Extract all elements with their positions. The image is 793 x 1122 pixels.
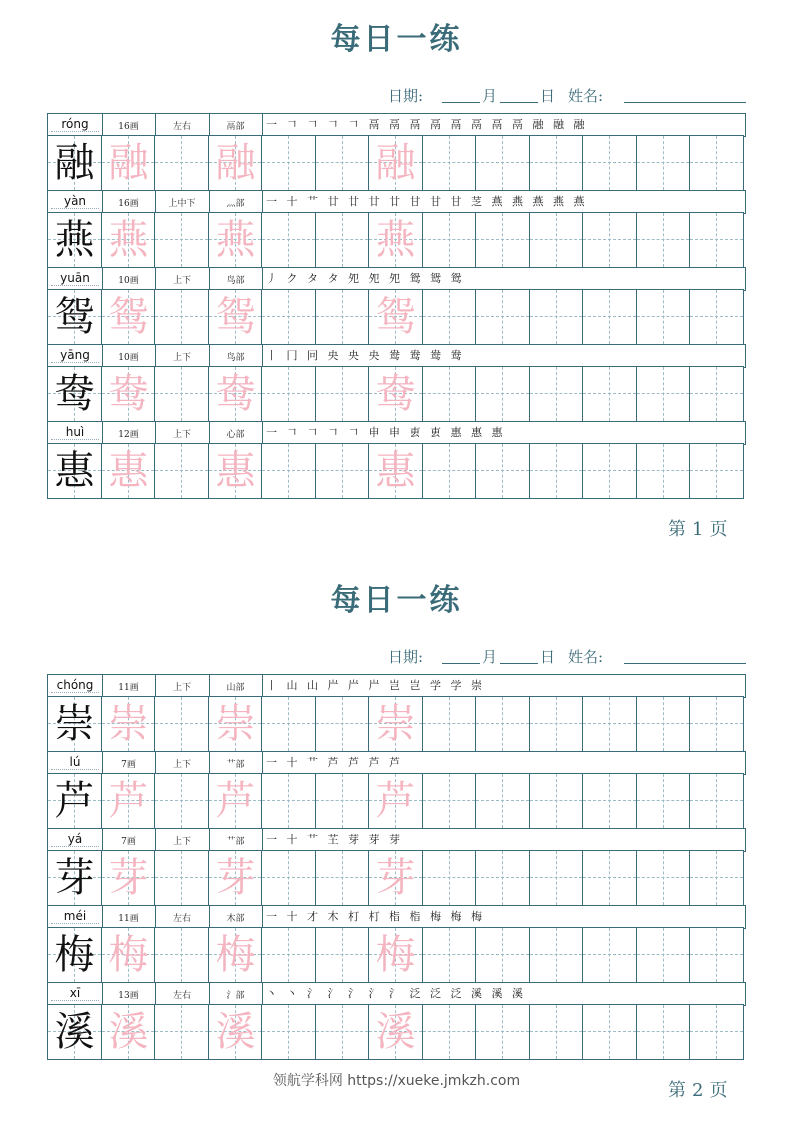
practice-box[interactable]: [529, 443, 583, 499]
practice-box[interactable]: [529, 773, 583, 829]
pinyin: róng: [61, 117, 89, 131]
character-row: [47, 751, 746, 828]
practice-box[interactable]: [475, 1004, 530, 1060]
month-blank[interactable]: [442, 663, 480, 664]
model-character: 惠: [54, 448, 95, 494]
page-suffix: 页: [709, 1080, 734, 1101]
stroke-order-sequence: 丿 ク タ タ 夗 夗 夗 鸳 鸳 鸳: [266, 272, 465, 285]
practice-box[interactable]: [154, 135, 209, 191]
pinyin: huì: [65, 425, 85, 439]
practice-box[interactable]: [368, 289, 423, 345]
practice-box[interactable]: [582, 289, 637, 345]
date-name-line: [388, 85, 748, 105]
trace-character: 崇: [108, 701, 149, 747]
practice-box[interactable]: [368, 927, 423, 983]
practice-box[interactable]: [154, 212, 209, 268]
practice-box[interactable]: [101, 289, 155, 345]
page-title: 每日一练: [330, 22, 463, 57]
trace-character: 鸳: [375, 294, 416, 340]
practice-box[interactable]: [475, 927, 530, 983]
character-row: [47, 190, 746, 267]
structure: 上下: [172, 760, 191, 770]
practice-box[interactable]: [636, 773, 690, 829]
pinyin: yàn: [63, 194, 87, 208]
practice-box[interactable]: [101, 212, 155, 268]
name-label: 姓名:: [568, 87, 604, 105]
practice-box[interactable]: [636, 696, 690, 752]
practice-grid: [47, 113, 746, 498]
practice-grid: [47, 674, 746, 1059]
practice-box[interactable]: [529, 212, 583, 268]
practice-box[interactable]: [475, 773, 530, 829]
practice-box[interactable]: [261, 289, 316, 345]
trace-character: 燕: [215, 217, 256, 263]
model-character-box: [47, 443, 102, 499]
radical: 灬部: [226, 199, 245, 209]
stroke-count: 12画: [118, 430, 139, 440]
pinyin: yāng: [60, 348, 90, 362]
pinyin-guide-line: [51, 285, 99, 286]
structure: 上中下: [168, 199, 196, 209]
pinyin-guide-line: [51, 846, 99, 847]
practice-box[interactable]: [529, 927, 583, 983]
trace-character: 惠: [375, 448, 416, 494]
character-info-bar: [47, 828, 746, 852]
model-character: 溪: [54, 1009, 95, 1055]
radical: 鸟部: [226, 353, 245, 363]
stroke-count: 16画: [118, 122, 139, 132]
stroke-count: 7画: [121, 837, 136, 847]
structure: 左右: [172, 914, 191, 924]
practice-box[interactable]: [475, 850, 530, 906]
practice-box[interactable]: [261, 366, 316, 422]
stroke-order-sequence: 一 十 艹 芏 芽 芽 芽: [266, 833, 403, 846]
practice-box[interactable]: [261, 773, 316, 829]
page-prefix: 第: [668, 519, 692, 540]
info-divider: [262, 906, 263, 928]
model-character-box: [47, 696, 102, 752]
practice-box[interactable]: [422, 289, 476, 345]
info-divider: [262, 752, 263, 774]
practice-box[interactable]: [208, 212, 262, 268]
practice-box[interactable]: [101, 773, 155, 829]
practice-box[interactable]: [689, 773, 744, 829]
pinyin: lú: [69, 755, 81, 769]
info-divider: [262, 422, 263, 444]
practice-box[interactable]: [154, 443, 209, 499]
trace-character: 鸯: [108, 371, 149, 417]
practice-box[interactable]: [422, 927, 476, 983]
structure: 上下: [172, 837, 191, 847]
practice-box[interactable]: [475, 443, 530, 499]
practice-box[interactable]: [208, 366, 262, 422]
structure: 上下: [172, 430, 191, 440]
trace-character: 崇: [375, 701, 416, 747]
practice-box[interactable]: [689, 927, 744, 983]
date-label: 日期:: [388, 87, 424, 105]
character-row: [47, 828, 746, 905]
practice-box[interactable]: [475, 289, 530, 345]
practice-box[interactable]: [529, 696, 583, 752]
stroke-order-sequence: 丨 冂 冋 央 央 央 鸯 鸯 鸯 鸯: [266, 349, 465, 362]
radical: 木部: [226, 914, 245, 924]
practice-box[interactable]: [261, 1004, 316, 1060]
trace-character: 溪: [375, 1009, 416, 1055]
character-info-bar: [47, 751, 746, 775]
practice-box[interactable]: [689, 1004, 744, 1060]
info-divider: [262, 114, 263, 136]
stroke-order-sequence: 丶 丶 氵 氵 氵 氵 氵 泛 泛 泛 溪 溪 溪: [266, 987, 526, 1000]
practice-box[interactable]: [689, 289, 744, 345]
practice-box[interactable]: [529, 135, 583, 191]
practice-box[interactable]: [529, 850, 583, 906]
name-blank[interactable]: [624, 663, 746, 664]
stroke-count: 10画: [118, 276, 139, 286]
practice-box[interactable]: [689, 696, 744, 752]
practice-box[interactable]: [636, 366, 690, 422]
practice-box[interactable]: [582, 773, 637, 829]
structure: 上下: [172, 353, 191, 363]
character-row: [47, 982, 746, 1059]
day-blank[interactable]: [500, 663, 538, 664]
stroke-order-sequence: 一 𠃍 𠃍 𠃍 𠃍 申 申 叀 叀 惠 惠 惠: [266, 426, 506, 439]
stroke-count: 16画: [118, 199, 139, 209]
practice-box[interactable]: [689, 443, 744, 499]
trace-character: 鸯: [375, 371, 416, 417]
character-row: [47, 113, 746, 190]
practice-box[interactable]: [475, 366, 530, 422]
practice-box[interactable]: [101, 443, 155, 499]
practice-box[interactable]: [208, 773, 262, 829]
model-character: 鸯: [54, 371, 95, 417]
practice-box[interactable]: [475, 135, 530, 191]
name-label: 姓名:: [568, 648, 604, 666]
stroke-order-sequence: 一 十 才 木 朾 朾 栺 栺 梅 梅 梅: [266, 910, 485, 923]
practice-box[interactable]: [101, 850, 155, 906]
radical: 艹部: [226, 760, 245, 770]
practice-box[interactable]: [261, 696, 316, 752]
practice-box[interactable]: [422, 696, 476, 752]
trace-character: 融: [108, 140, 149, 186]
practice-box[interactable]: [582, 212, 637, 268]
practice-box[interactable]: [208, 927, 262, 983]
practice-box[interactable]: [422, 773, 476, 829]
character-info-bar: [47, 267, 746, 291]
pinyin-guide-line: [51, 769, 99, 770]
info-divider: [262, 675, 263, 697]
model-character-box: [47, 289, 102, 345]
radical: 艹部: [226, 837, 245, 847]
practice-box[interactable]: [422, 850, 476, 906]
page-suffix: 页: [709, 519, 734, 540]
practice-box[interactable]: [315, 289, 369, 345]
stroke-order-sequence: 一 十 艹 廿 廿 廿 廿 甘 甘 甘 䒦 燕 燕 燕 燕 燕: [266, 195, 588, 208]
practice-box[interactable]: [636, 135, 690, 191]
radical: 鸟部: [226, 276, 245, 286]
trace-character: 溪: [215, 1009, 256, 1055]
practice-box[interactable]: [636, 927, 690, 983]
practice-box[interactable]: [582, 696, 637, 752]
practice-box[interactable]: [154, 289, 209, 345]
practice-box[interactable]: [582, 443, 637, 499]
practice-box[interactable]: [529, 366, 583, 422]
page-number-value: 2: [692, 1080, 710, 1101]
info-divider: [262, 983, 263, 1005]
pinyin-guide-line: [51, 208, 99, 209]
practice-box[interactable]: [582, 135, 637, 191]
pinyin: xī: [69, 986, 81, 1000]
practice-box[interactable]: [315, 696, 369, 752]
practice-box[interactable]: [154, 366, 209, 422]
practice-box[interactable]: [315, 135, 369, 191]
practice-box[interactable]: [636, 212, 690, 268]
practice-box[interactable]: [315, 212, 369, 268]
practice-box[interactable]: [529, 289, 583, 345]
worksheet-page-2: [0, 561, 793, 1116]
character-info-bar: [47, 905, 746, 929]
trace-character: 鸳: [215, 294, 256, 340]
structure: 左右: [172, 991, 191, 1001]
model-character: 芦: [54, 778, 95, 824]
pinyin-guide-line: [51, 131, 99, 132]
practice-box[interactable]: [475, 696, 530, 752]
practice-box[interactable]: [422, 366, 476, 422]
model-character: 崇: [54, 701, 95, 747]
practice-box[interactable]: [315, 773, 369, 829]
practice-box[interactable]: [368, 212, 423, 268]
trace-character: 鸯: [215, 371, 256, 417]
model-character: 燕: [54, 217, 95, 263]
practice-box[interactable]: [689, 135, 744, 191]
practice-box[interactable]: [315, 850, 369, 906]
practice-box[interactable]: [368, 1004, 423, 1060]
practice-box[interactable]: [101, 1004, 155, 1060]
pinyin: méi: [63, 909, 87, 923]
info-divider: [262, 345, 263, 367]
stroke-count: 11画: [118, 914, 139, 924]
trace-character: 芽: [108, 855, 149, 901]
info-divider: [262, 829, 263, 851]
worksheet-page-1: [0, 0, 793, 555]
character-row: [47, 905, 746, 982]
practice-box[interactable]: [689, 366, 744, 422]
practice-box[interactable]: [261, 135, 316, 191]
pinyin: yá: [67, 832, 83, 846]
pinyin-guide-line: [51, 439, 99, 440]
practice-box[interactable]: [261, 212, 316, 268]
practice-box[interactable]: [154, 773, 209, 829]
practice-box[interactable]: [154, 696, 209, 752]
character-row: [47, 344, 746, 421]
practice-box[interactable]: [208, 289, 262, 345]
pinyin-guide-line: [51, 923, 99, 924]
practice-box[interactable]: [422, 135, 476, 191]
day-label: 日: [540, 87, 556, 105]
day-label: 日: [540, 648, 556, 666]
practice-box[interactable]: [422, 443, 476, 499]
character-info-bar: [47, 113, 746, 137]
trace-character: 燕: [375, 217, 416, 263]
month-blank[interactable]: [442, 102, 480, 103]
practice-box[interactable]: [368, 850, 423, 906]
practice-box[interactable]: [422, 212, 476, 268]
practice-box[interactable]: [582, 1004, 637, 1060]
model-character: 梅: [54, 932, 95, 978]
practice-box[interactable]: [582, 366, 637, 422]
practice-box[interactable]: [315, 366, 369, 422]
trace-character: 芽: [375, 855, 416, 901]
pinyin: chóng: [56, 678, 94, 692]
pinyin-guide-line: [51, 1000, 99, 1001]
trace-character: 燕: [108, 217, 149, 263]
model-character: 芽: [54, 855, 95, 901]
trace-character: 溪: [108, 1009, 149, 1055]
practice-box[interactable]: [154, 927, 209, 983]
pinyin: yuān: [60, 271, 90, 285]
radical: 鬲部: [226, 122, 245, 132]
page-title: 每日一练: [330, 583, 463, 618]
practice-box[interactable]: [689, 212, 744, 268]
radical: 山部: [226, 683, 245, 693]
structure: 上下: [172, 683, 191, 693]
info-divider: [262, 268, 263, 290]
stroke-count: 13画: [118, 991, 139, 1001]
practice-box[interactable]: [368, 696, 423, 752]
practice-box[interactable]: [636, 289, 690, 345]
trace-character: 鸳: [108, 294, 149, 340]
date-name-line: [388, 646, 748, 666]
name-blank[interactable]: [624, 102, 746, 103]
practice-box[interactable]: [582, 850, 637, 906]
practice-box[interactable]: [208, 850, 262, 906]
practice-box[interactable]: [689, 850, 744, 906]
stroke-count: 11画: [118, 683, 139, 693]
pinyin-guide-line: [51, 692, 99, 693]
character-info-bar: [47, 421, 746, 445]
practice-box[interactable]: [101, 366, 155, 422]
stroke-count: 10画: [118, 353, 139, 363]
practice-box[interactable]: [422, 1004, 476, 1060]
radical: 心部: [226, 430, 245, 440]
model-character-box: [47, 1004, 102, 1060]
model-character-box: [47, 927, 102, 983]
character-info-bar: [47, 674, 746, 698]
practice-box[interactable]: [368, 773, 423, 829]
practice-box[interactable]: [261, 927, 316, 983]
trace-character: 梅: [108, 932, 149, 978]
practice-box[interactable]: [636, 443, 690, 499]
trace-character: 惠: [108, 448, 149, 494]
practice-box[interactable]: [475, 212, 530, 268]
footer-watermark: 领航学科网 https://xueke.jmkzh.com: [272, 1073, 521, 1089]
character-info-bar: [47, 982, 746, 1006]
trace-character: 融: [215, 140, 256, 186]
practice-box[interactable]: [101, 135, 155, 191]
practice-box[interactable]: [315, 1004, 369, 1060]
structure: 左右: [172, 122, 191, 132]
stroke-order-sequence: 一 𠃍 𠃍 𠃍 𠃍 鬲 鬲 鬲 鬲 鬲 鬲 鬲 鬲 融 融 融: [266, 118, 588, 131]
character-info-bar: [47, 190, 746, 214]
character-row: [47, 674, 746, 751]
trace-character: 芦: [108, 778, 149, 824]
trace-character: 梅: [215, 932, 256, 978]
model-character-box: [47, 135, 102, 191]
practice-box[interactable]: [154, 1004, 209, 1060]
practice-box[interactable]: [261, 443, 316, 499]
practice-box[interactable]: [261, 850, 316, 906]
stroke-order-sequence: 一 十 艹 芦 芦 芦 芦: [266, 756, 403, 769]
radical: 氵部: [226, 991, 245, 1001]
practice-box[interactable]: [208, 1004, 262, 1060]
pinyin-guide-line: [51, 362, 99, 363]
model-character: 融: [54, 140, 95, 186]
trace-character: 融: [375, 140, 416, 186]
practice-box[interactable]: [636, 850, 690, 906]
practice-box[interactable]: [315, 443, 369, 499]
practice-box[interactable]: [101, 927, 155, 983]
date-label: 日期:: [388, 648, 424, 666]
practice-box[interactable]: [208, 696, 262, 752]
practice-box[interactable]: [315, 927, 369, 983]
page-prefix: 第: [668, 1080, 692, 1101]
practice-box[interactable]: [636, 1004, 690, 1060]
trace-character: 崇: [215, 701, 256, 747]
practice-box[interactable]: [368, 366, 423, 422]
structure: 上下: [172, 276, 191, 286]
info-divider: [262, 191, 263, 213]
model-character: 鸳: [54, 294, 95, 340]
practice-box[interactable]: [208, 443, 262, 499]
practice-box[interactable]: [529, 1004, 583, 1060]
character-row: [47, 267, 746, 344]
trace-character: 芦: [375, 778, 416, 824]
page-number: [668, 515, 748, 541]
practice-box[interactable]: [368, 443, 423, 499]
stroke-count: 7画: [121, 760, 136, 770]
practice-box[interactable]: [101, 696, 155, 752]
model-character-box: [47, 212, 102, 268]
model-character-box: [47, 366, 102, 422]
trace-character: 芽: [215, 855, 256, 901]
trace-character: 芦: [215, 778, 256, 824]
stroke-order-sequence: 丨 山 山 屵 屵 屵 岂 岂 学 学 崇: [266, 679, 485, 692]
page-number-value: 1: [692, 519, 710, 540]
month-label: 月: [482, 648, 498, 666]
trace-character: 梅: [375, 932, 416, 978]
trace-character: 惠: [215, 448, 256, 494]
practice-box[interactable]: [208, 135, 262, 191]
day-blank[interactable]: [500, 102, 538, 103]
practice-box[interactable]: [582, 927, 637, 983]
model-character-box: [47, 773, 102, 829]
practice-box[interactable]: [154, 850, 209, 906]
model-character-box: [47, 850, 102, 906]
practice-box[interactable]: [368, 135, 423, 191]
month-label: 月: [482, 87, 498, 105]
character-info-bar: [47, 344, 746, 368]
character-row: [47, 421, 746, 498]
